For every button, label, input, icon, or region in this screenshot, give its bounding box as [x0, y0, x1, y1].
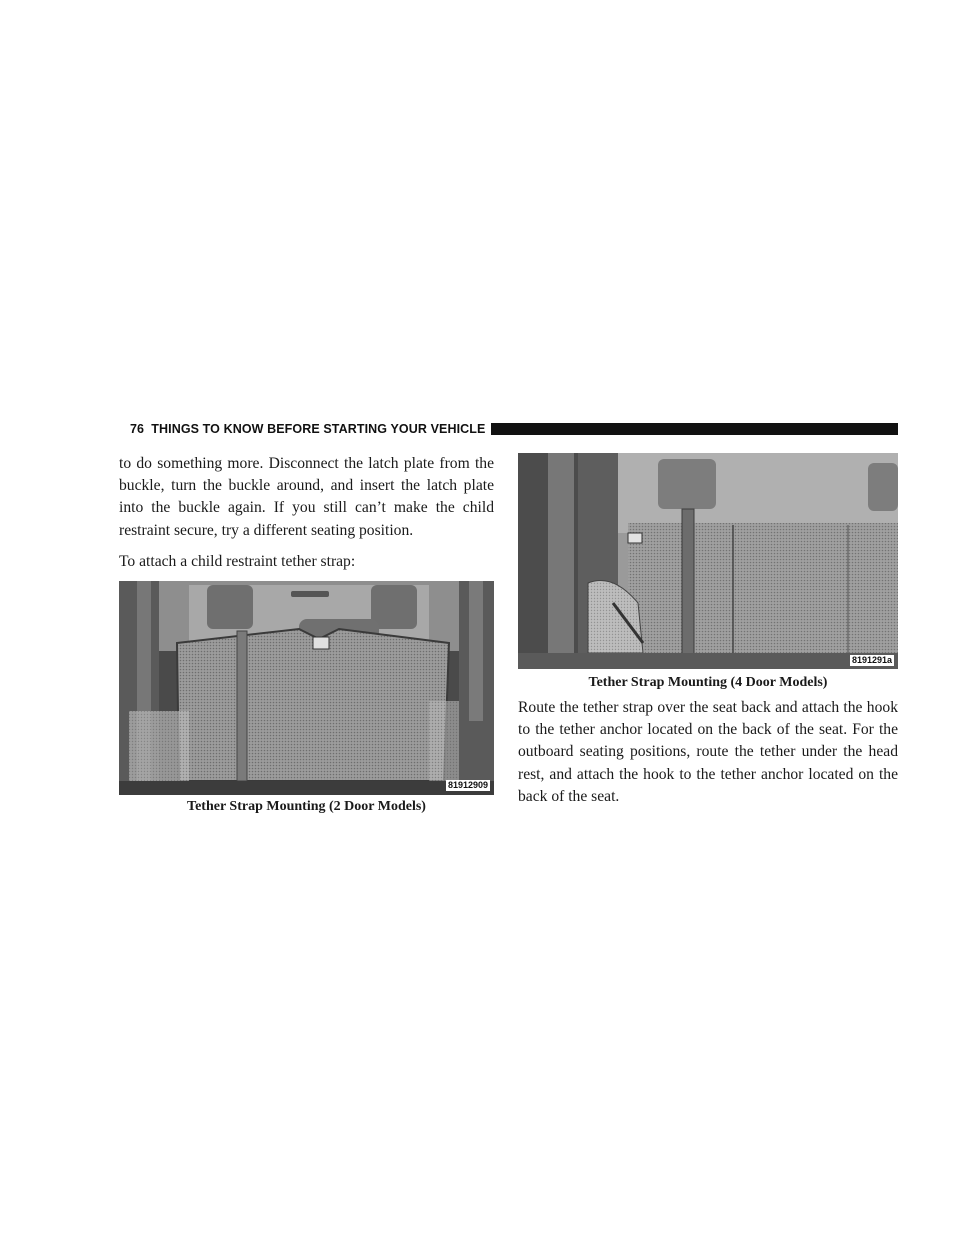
header-rule: [491, 423, 898, 435]
photo-4-door-illustration: [518, 453, 898, 669]
page-number: 76: [130, 422, 145, 436]
right-column: [518, 453, 898, 808]
body-paragraph: To attach a child restraint tether strap:: [119, 552, 356, 570]
page-header: [130, 420, 898, 438]
tether-2-door-photo: [119, 581, 494, 795]
left-column: [119, 453, 494, 817]
figure-code: 81912909: [447, 780, 488, 791]
figure-caption: Tether Strap Mounting (4 Door Models): [588, 675, 828, 690]
body-paragraph: to do something more. Disconnect the latch plate from the buckle, turn the buckle around, and insert the latch plate into the buckle again. If you still can’t make the child restraint secure, try a different seating position.: [119, 455, 494, 539]
figure-caption: Tether Strap Mounting (2 Door Models): [187, 799, 426, 815]
section-title: THINGS TO KNOW BEFORE STARTING YOUR VEHICLE: [151, 422, 486, 436]
header-text: [130, 422, 485, 436]
tether-4-door-photo: [518, 453, 898, 669]
body-paragraph: Route the tether strap over the seat back and attach the hook to the tether anchor located on the back of the seat. For the outboard seating positions, route the tether under the head rest, and attach the hook to the tether anchor located on the back of the seat.: [518, 699, 898, 805]
photo-2-door-illustration: [119, 581, 494, 795]
figure-code: 8191291a: [851, 655, 892, 665]
